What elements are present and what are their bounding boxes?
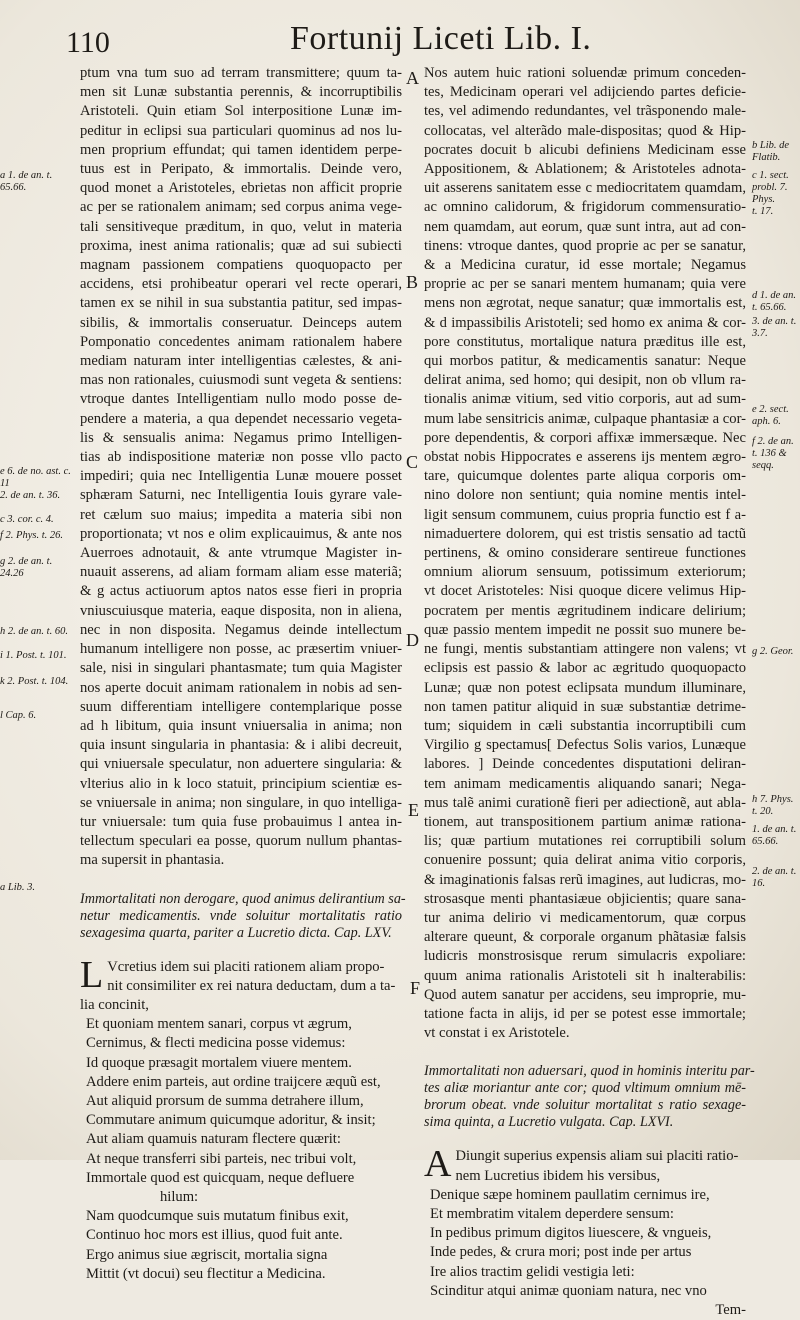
verse-line: Inde pedes, & crura mori; post inde per artus xyxy=(430,1244,692,1261)
text-line: ac per se rationalem animam; sed corpus anima vege- xyxy=(80,199,402,216)
text-line: conuenire possunt; quia delirat anima vitio corporis, xyxy=(424,852,746,869)
text-line: nem quamdam, aut eorum, quæ sunt intra, aut ad con- xyxy=(424,218,746,235)
margin-note: a 1. de an. t. 65.66. xyxy=(0,170,53,193)
text-line: Vcretius idem sui placiti rationem aliam propo- xyxy=(107,958,385,975)
text-line: alterare queunt, & corporale organum phãtasiæ falsis xyxy=(424,929,746,946)
text-line: quod monet a Aristoteles, ebrietas non afficit proprie xyxy=(80,180,402,197)
left-body xyxy=(80,64,402,871)
margin-note: c 1. sect. probl. 7. Phys. xyxy=(752,170,789,205)
verse-line: Cernimus, & flecti medicina posse videmus: xyxy=(86,1035,346,1052)
text-line: nec in non disposita. Negamus deinde intellectum xyxy=(80,621,402,638)
gutter-letter: C xyxy=(406,452,419,472)
text-line: nit consimiliter ex rei natura deductam, dum a ta- xyxy=(107,977,396,994)
verse-line: Continuo hoc mors est illius, quod fuit ante. xyxy=(86,1227,343,1244)
text-line: mum labe sensitricis animæ, culpaque phantasiæ a cor- xyxy=(424,410,746,427)
text-line: proprie ac per se sanari mentem humanam; quia vere xyxy=(424,276,746,293)
catchword: Tem- xyxy=(715,1301,746,1318)
margin-note: l Cap. 6. xyxy=(0,710,37,721)
verse-line: hilum: xyxy=(160,1188,199,1205)
left-dropcap-lines xyxy=(80,953,402,1016)
text-line: tur vniuersale: tum quia fuse probauimus l antea in- xyxy=(80,813,402,830)
text-line: pertinens, & omino considerare sentireue functiones xyxy=(424,545,746,562)
verse-line: Mittit (vt docui) seu flectitur a Medicina. xyxy=(86,1265,326,1282)
margin-note: e 2. sect. aph. 6. xyxy=(752,404,789,427)
text-line: mus talẽ animi curationẽ fieri per adiectionẽ, aut abla- xyxy=(424,794,746,811)
text-line: nem Lucretius ibidem his versibus, xyxy=(455,1167,661,1184)
margin-note: 2. de an. t. 36. xyxy=(0,490,61,501)
text-line: collocatas, vel alterãdo male-dispositas; quod & Hip- xyxy=(424,122,746,139)
running-head: Fortunij Liceti Lib. I. xyxy=(290,20,592,57)
text-line: vt constat i ex Aristotele. xyxy=(424,1025,570,1042)
text-line: & d impassibilis Aristoteli; sed homo ex anima & cor- xyxy=(424,314,746,331)
gutter-letter: A xyxy=(406,68,419,88)
text-line: suum differentiam intelligere contemplarique posse xyxy=(80,698,402,715)
text-line: tamen ex se nihil in sua substantia patitur, sed impas- xyxy=(80,295,402,312)
text-line: Lunæ; quæ non potest eclipsata mundum illuminare, xyxy=(424,679,746,696)
text-line: ptum vna tum suo ad terram transmittere; quum ta- xyxy=(80,65,402,81)
verse-line: Aut aliquid prorsum de summa detrahere illum, xyxy=(86,1092,364,1109)
text-line: tur anima delirio vi medicamentorum, quæ corpus xyxy=(424,909,746,926)
text-line: tes, vel adimendo redundantes, vel trãsponendo male- xyxy=(424,103,746,120)
text-line: tali sensitiveque præditum, in quo, velut in materia xyxy=(80,218,402,235)
text-line: pore dependentis, & corpori affixæ immersæque. Nec xyxy=(424,429,746,446)
text-line: tem animam medicamentis aliquando sanari; Nega- xyxy=(424,775,746,792)
verse-line: At neque transferri sibi parteis, nec tribui volt, xyxy=(86,1150,357,1167)
text-line: mens non ægrotat, neque sanatur; quæ immortalis est, xyxy=(424,295,746,312)
text-line: tinens: vtroque dantes, quod proprie ac per se sanatur, xyxy=(424,237,746,254)
margin-note: g 2. de an. t. 24.26 xyxy=(0,556,53,579)
right-dropcap-lines xyxy=(424,1143,746,1186)
text-line: nino dolore non sentiunt; quia nomine mentis intel- xyxy=(424,487,746,504)
text-line: Nos autem huic rationi soluendæ primum conceden- xyxy=(424,65,746,81)
text-line: tias ab indispositione materiæ non posse vllo pacto xyxy=(80,449,402,466)
text-line: humanum intelligere non posse, ac præsertim vniuer- xyxy=(80,641,402,658)
text-line: Virgilio g spectamus[ Defectus Solis varios, Lunæque xyxy=(424,737,746,754)
text-line: ad h libitum, quia insunt vniuersalia in anima; non xyxy=(80,717,402,734)
verse-line: Nam quodcumque suis mutatum finibus exit, xyxy=(86,1208,349,1225)
verse-line: Scinditur atqui animæ quoniam natura, nec vno xyxy=(430,1282,707,1299)
margin-note: k 2. Post. t. 104. xyxy=(0,676,69,687)
margin-note: f 2. de an. t. 136 & seqq. xyxy=(752,436,794,471)
text-line: quum anima rationalis Aristoteli sit h inalterabilis: xyxy=(424,967,746,984)
text-line: Immortalitati non aduersari, quod in hominis interitu par- xyxy=(424,1063,755,1080)
gutter-letter: B xyxy=(406,272,419,292)
dropcap-letter: L xyxy=(80,953,104,996)
verse-line: Ire alios tractim gelidi vestigia leti: xyxy=(430,1263,635,1280)
right-dropcap-paragraph xyxy=(424,1143,746,1186)
margin-note: t. 17. xyxy=(752,206,774,217)
text-line: se vniuersale in anima; non singulare, in quo intelliga- xyxy=(80,794,402,811)
verse-line: Ergo animus siue ægriscit, mortalia signa xyxy=(86,1246,328,1263)
text-line: lis & sensualis anima: Negamus primo Intelligen- xyxy=(80,429,402,446)
right-body xyxy=(424,64,746,1043)
margin-note: b Lib. de Flatib. xyxy=(752,140,790,163)
verse-line: Denique sæpe hominem paullatim cernimus ire, xyxy=(430,1186,710,1203)
gutter-letter: F xyxy=(410,978,421,998)
text-line: nuauit asserens, ad aliam formam aliam esse materiã; xyxy=(80,564,402,581)
text-line: & imaginationis falsas rerũ imagines, aut ludicras, mo- xyxy=(424,871,746,888)
margin-note: 1. de an. t. 65.66. xyxy=(752,824,797,847)
text-line: vtroque dantes Intelligentiam nullo modo posse de- xyxy=(80,391,402,408)
text-line: eclipsis est passio & labor ac ægritudo quoquopacto xyxy=(424,660,746,677)
text-line: men proprium effundat; qui tamen identidem perpe- xyxy=(80,141,402,158)
dropcap-letter: A xyxy=(424,1143,452,1186)
text-line: pocrates docuit b alicubi definiens Medicinam esse xyxy=(424,141,746,158)
text-line: tare, quicumque dolentes parte aliqua corporis om- xyxy=(424,468,746,485)
text-line: tellectum speculari ea posse, quorum nullum phantas- xyxy=(80,833,402,850)
right-chapter-heading xyxy=(424,1063,755,1131)
margin-note: c 3. cor. c. 4. xyxy=(0,514,54,525)
text-line: proxima, inest anima rationalis; quæ ad sui subiecti xyxy=(80,237,402,254)
text-line: sale, nisi in singulari phantasmate; tum quia Magister xyxy=(80,660,402,677)
text-line: qui vniuersale speculatur, non aduertere singularia: & xyxy=(80,756,402,773)
text-line: magnam passionem compatiens quoquopacto per xyxy=(80,257,402,274)
text-line: Aristoteli. Quin etiam Sol interpositione Lunæ im- xyxy=(80,103,402,120)
text-line: mas non rationales, cuiusmodi sunt vegeta & sentiens: xyxy=(80,372,402,389)
text-line: sphæram Saturni, nec Intelligentia Iouis gyrare vale- xyxy=(80,487,402,504)
text-line: & a Medicina curatur, id esse mortale; Negamus xyxy=(424,257,746,274)
text-line: tionem, aut transpositionem partium animæ rationa- xyxy=(424,813,746,830)
text-line: vt docet Aristoteles: Nisi quoque dicere velimus Hip- xyxy=(424,583,746,600)
page-number: 110 xyxy=(66,26,110,59)
text-line: quia insunt singularia in phantasia: & i alibi decreuit, xyxy=(80,737,402,754)
margin-note: g 2. Geor. xyxy=(752,646,794,657)
margin-note: d 1. de an. t. 65.66. xyxy=(752,290,797,313)
text-line: nimaduertere dolorem, qui est tristis sensatio ad tactũ xyxy=(424,525,746,542)
text-line: tionalis animæ vitium, sed vitio corporis, aut ad sum- xyxy=(424,391,746,408)
text-line: nos aperte docuit animam rationalem in nobis ad sen- xyxy=(80,679,402,696)
text-line: ac omnino calidorum, & frigidorum commensuratio- xyxy=(424,199,746,216)
right-verse xyxy=(424,1186,746,1301)
text-line: Quod autem sanatur per accidens, seu improprie, mu- xyxy=(424,986,746,1003)
margin-note: h 2. de an. t. 60. xyxy=(0,626,68,637)
text-line: vlterius alio in k loco statuit, principium scientiæ es- xyxy=(80,775,402,792)
text-line: Auerroes adnotauit, & ante vtrumque Magister in- xyxy=(80,545,402,562)
verse-line: Et membratim vitalem deperdere sensum: xyxy=(430,1205,674,1222)
text-line: qui morbos patitur, & medicamentis sanatur: Neque xyxy=(424,353,746,370)
verse-line: Commutare animum quicumque adoritur, & insit; xyxy=(86,1112,376,1129)
text-line: ligit sensum communem, cuius propria functio est f a- xyxy=(424,506,746,523)
left-column xyxy=(80,64,406,1284)
verse-line: Addere enim parteis, aut ordine traijcere æquũ est, xyxy=(86,1073,381,1090)
text-line: ret cælum suo maius; impedita a materia sibi non xyxy=(80,506,402,523)
text-line: ne fungi, mentis substantiam attingere non valens; vt xyxy=(424,641,746,658)
text-line: tes, Medicinam operari vel adijciendo partes deficie- xyxy=(424,84,746,101)
text-line: pendere a materia, a qua dependet necessario vegeta- xyxy=(80,410,402,427)
text-line: & g actus actiuorum aptos natos esse fieri in propria xyxy=(80,583,402,600)
text-line: lia concinit, xyxy=(80,996,149,1013)
text-line: sexagesima quarta, pariter a Lucretio dicta. Cap. LXV. xyxy=(80,924,392,941)
text-line: ma supersit in phantasia. xyxy=(80,852,225,869)
margin-note: 2. de an. t. 16. xyxy=(752,866,797,889)
text-line: impediri; quia nec Intelligentia Lunæ mouere posset xyxy=(80,468,402,485)
text-line: brorum obeat. vnde soluitur mortalitat s ratio sexage- xyxy=(424,1097,746,1114)
gutter-letter: D xyxy=(406,630,419,650)
text-line: tes aliæ moriantur ante cor; quod vltimum omnium mē- xyxy=(424,1080,746,1097)
text-line: men sit Lunæ substantia perennis, & incorruptibilis xyxy=(80,84,402,101)
left-verse xyxy=(80,1015,402,1284)
text-line: pocratem per mentis ægritudinem indicare delirium; xyxy=(424,602,746,619)
margin-note: i 1. Post. t. 101. xyxy=(0,650,67,661)
text-line: omnium aliorum sensuum, potissimum exteriorum; xyxy=(424,564,746,581)
text-line: sibilis, & immortalis conseruatur. Deinceps autem xyxy=(80,314,402,331)
text-line: non tamen patitur aliquid in suæ substantiæ detrime- xyxy=(424,698,746,715)
text-line: accidens, etsi prohibeatur operari vel recte operari, xyxy=(80,276,402,293)
text-line: obstat nobis Hippocrates e asserens ijs mentem ægro- xyxy=(424,449,746,466)
text-line: vniuscuiusque materia, eaque disposita, non in aliena, xyxy=(80,602,402,619)
margin-note: e 6. de no. ast. c. 11 xyxy=(0,466,71,489)
verse-line: Immortale quod est quicquam, neque defluere xyxy=(86,1169,355,1186)
text-line: lis; quæ partium mutationes rei corruptibili solum xyxy=(424,833,746,850)
text-line: ludicris monstrosisque rerum simulacris expoliare: xyxy=(424,948,746,965)
text-line: strosasque menti phantasiæue objicientis; quare sana- xyxy=(424,890,746,907)
left-chapter-heading xyxy=(80,890,406,942)
page-header xyxy=(0,18,800,62)
text-line: mediam naturam inter intelligentias cælestes, & ani- xyxy=(80,353,402,370)
text-line: tuus est in Peripato, & immortalis. Deinde vero, xyxy=(80,161,402,178)
text-line: quæ passio mentem impedit ne possit suo munere be- xyxy=(424,621,746,638)
verse-line: In pedibus primum digitos liuescere, & vngueis, xyxy=(430,1225,712,1242)
text-line: Pomponatio concedentes animam rationalem habere xyxy=(80,333,402,350)
margin-note: f 2. Phys. t. 26. xyxy=(0,530,63,541)
text-line: Immortalitati non derogare, quod animus delirantium sa- xyxy=(80,890,406,907)
margin-note: 3. de an. t. 3.7. xyxy=(752,316,797,339)
text-line: peditur in eclipsi sua particulari quominus ad nos lu- xyxy=(80,122,402,139)
text-line: labores. ] Deinde concedentes disputationi deliran- xyxy=(424,756,746,773)
text-line: Appositionem, & Ablationem; & Aristoteles adnota- xyxy=(424,161,746,178)
text-line: sima quinta, a Lucretio vulgata. Cap. LXVI. xyxy=(424,1114,674,1131)
text-line: proportionata; vt nos e olim explicauimus, & ante nos xyxy=(80,525,402,542)
verse-line: Id quoque præsagit mortalem viuere mentem. xyxy=(86,1054,352,1071)
text-line: uit asserens sanitatem esse c mediocritatem quamdam, xyxy=(424,180,746,197)
verse-line: Aut aliam quamuis naturam flectere quærit: xyxy=(86,1131,341,1148)
text-line: Diungit superius expensis aliam sui placiti ratio- xyxy=(455,1148,739,1165)
left-dropcap-paragraph xyxy=(80,953,402,1016)
text-line: netur medicamentis. vnde soluitur mortalitatis ratio xyxy=(80,907,402,924)
right-column xyxy=(424,64,755,1320)
text-line: delirat anima, sed homo; qui desipit, non ob vllum ra- xyxy=(424,372,746,389)
margin-note: a Lib. 3. xyxy=(0,882,36,893)
text-line: pore constitutus, mortalique natura præditus ille est, xyxy=(424,333,746,350)
gutter-letter: E xyxy=(408,800,419,820)
text-line: tatione facta in alijs, id per se potest esse immortale; xyxy=(424,1005,746,1022)
text-line: tum; siquidem in cæli substantia incorruptibili cum xyxy=(424,717,746,734)
margin-note: h 7. Phys. t. 20. xyxy=(752,794,794,817)
verse-line: Et quoniam mentem sanari, corpus vt ægrum, xyxy=(86,1016,352,1033)
